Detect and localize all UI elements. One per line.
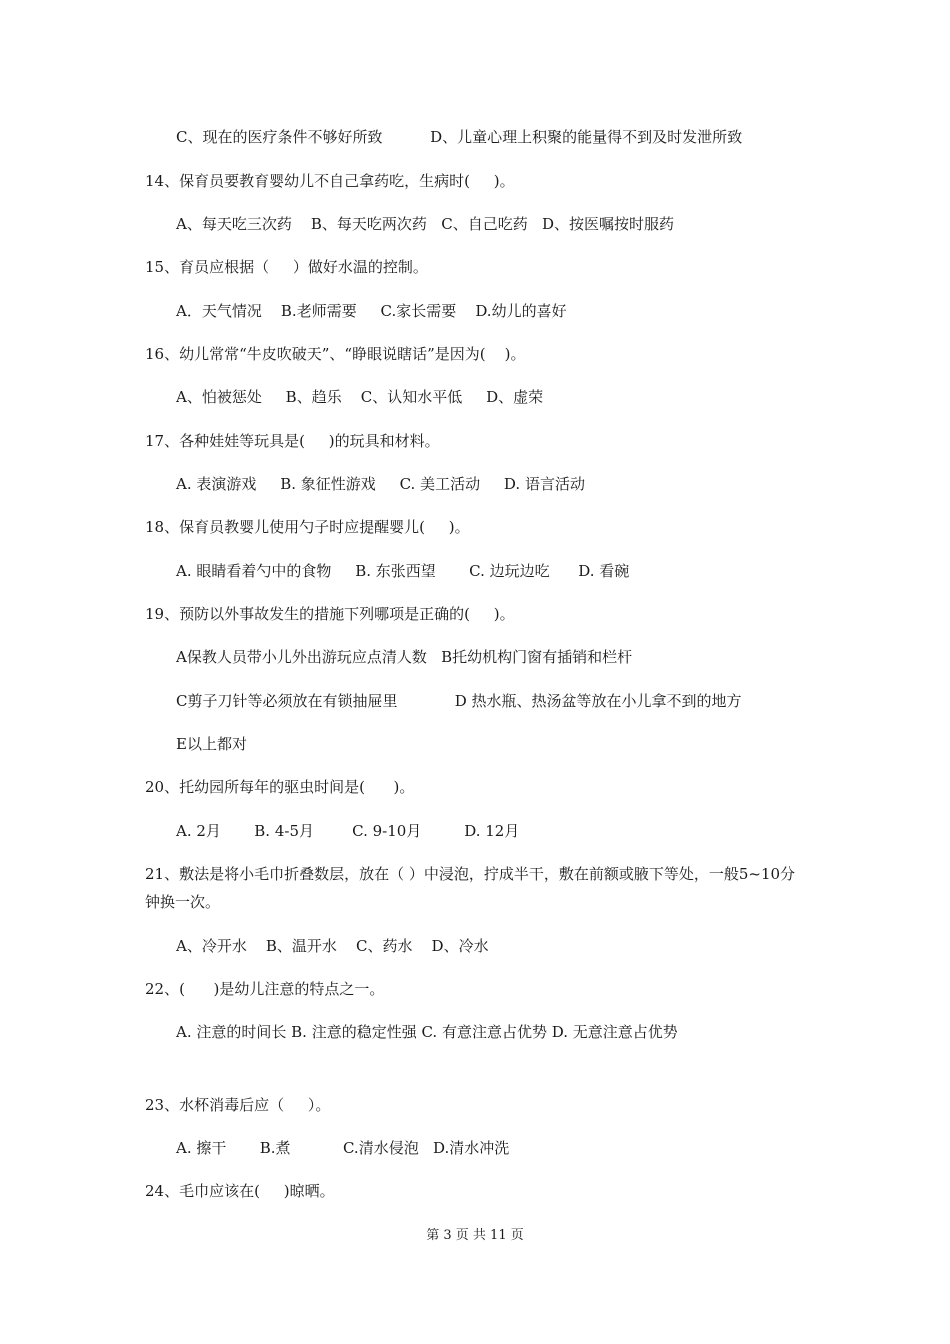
question-21: 21、敷法是将小毛巾折叠数层，放在（ ）中浸泡，拧成半干，敷在前额或腋下等处，一般5~10分钟换一次。 [145, 865, 796, 911]
options-22: A. 注意的时间长 B. 注意的稳定性强 C. 有意注意占优势 D. 无意注意占优势 [176, 1023, 678, 1041]
page-footer: 第 3 页 共 11 页 [426, 1228, 524, 1243]
options-23: A. 擦干 B.煮 C.清水侵泡 D.清水冲洗 [176, 1139, 510, 1157]
question-15: 15、育员应根据（ ）做好水温的控制。 [145, 258, 428, 276]
question-16: 16、幼儿常常“牛皮吹破天”、“睁眼说瞎话”是因为( )。 [145, 345, 526, 363]
question-24: 24、毛巾应该在( )晾晒。 [145, 1182, 335, 1200]
options-19-ab: A保教人员带小儿外出游玩应点清人数 B托幼机构门窗有插销和栏杆 [176, 648, 633, 666]
question-17: 17、各种娃娃等玩具是( )的玩具和材料。 [145, 432, 440, 450]
options-20: A. 2月 B. 4-5月 C. 9-10月 D. 12月 [176, 822, 520, 840]
question-20: 20、托幼园所每年的驱虫时间是( )。 [145, 778, 415, 796]
options-18: A. 眼睛看着勺中的食物 B. 东张西望 C. 边玩边吃 D. 看碗 [176, 562, 630, 580]
options-17: A. 表演游戏 B. 象征性游戏 C. 美工活动 D. 语言活动 [176, 475, 585, 493]
options-19-cd: C剪子刀针等必须放在有锁抽屉里 D 热水瓶、热汤盆等放在小儿拿不到的地方 [176, 692, 742, 710]
options-19-e: E以上都对 [176, 735, 247, 753]
options-15: A．天气情况 B.老师需要 C.家长需要 D.幼儿的喜好 [176, 302, 567, 320]
question-23: 23、水杯消毒后应（ ）。 [145, 1096, 331, 1114]
options-14: A、每天吃三次药 B、每天吃两次药 C、自己吃药 D、按医嘱按时服药 [176, 215, 675, 233]
options-16: A、怕被惩处 B、趋乐 C、认知水平低 D、虚荣 [176, 388, 544, 406]
question-19: 19、预防以外事故发生的措施下列哪项是正确的( )。 [145, 605, 515, 623]
question-18: 18、保育员教婴儿使用勺子时应提醒婴儿( )。 [145, 518, 470, 536]
question-14: 14、保育员要教育婴幼儿不自己拿药吃，生病时( )。 [145, 172, 515, 190]
question-22: 22、( )是幼儿注意的特点之一。 [145, 980, 385, 998]
option-line-13: C、现在的医疗条件不够好所致 D、儿童心理上积聚的能量得不到及时发泄所致 [176, 128, 743, 146]
options-21: A、冷开水 B、温开水 C、药水 D、冷水 [176, 937, 489, 955]
